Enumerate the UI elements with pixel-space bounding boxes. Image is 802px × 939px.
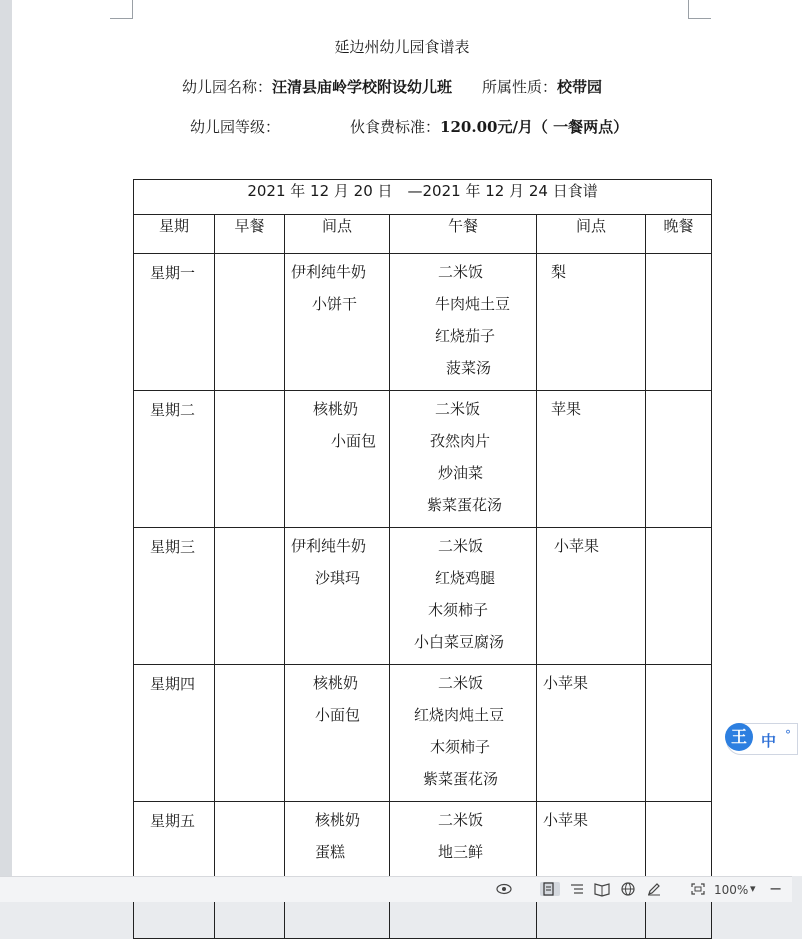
chevron-down-icon[interactable]: ▾ (750, 882, 756, 895)
weekday-cell: 星期一 (134, 254, 215, 391)
snack-morning-cell (285, 802, 390, 939)
dinner-cell (646, 802, 712, 939)
menu-item: 苹果 (551, 400, 582, 418)
dinner-cell (646, 665, 712, 802)
menu-item: 伊利纯牛奶 (291, 263, 367, 281)
fit-icon[interactable] (690, 882, 706, 896)
snack-afternoon-cell (537, 665, 646, 802)
menu-item: 二米饭 (438, 674, 484, 692)
kindergarten-name-label: 幼儿园名称： (182, 78, 273, 96)
breakfast-cell (215, 528, 285, 665)
menu-item: 二米饭 (435, 400, 481, 418)
table-row (134, 254, 712, 391)
snack-afternoon-cell (537, 802, 646, 939)
outline-icon[interactable] (569, 882, 585, 896)
menu-item: 小苹果 (543, 811, 589, 829)
header-breakfast: 早餐 (215, 215, 285, 254)
menu-item: 核桃奶 (315, 811, 361, 829)
lunch-cell (390, 802, 537, 939)
header-snack-morning: 间点 (285, 215, 390, 254)
breakfast-cell (215, 665, 285, 802)
nature-value: 校带园 (557, 78, 603, 96)
ime-toolbar[interactable] (726, 723, 798, 755)
menu-item: 地三鲜 (438, 843, 484, 861)
menu-item: 小饼干 (312, 295, 358, 313)
ime-mode-toggle[interactable]: 中 (761, 732, 777, 750)
margin-corner-top-right (688, 0, 711, 19)
menu-item: 核桃奶 (313, 400, 359, 418)
header-weekday: 星期 (134, 215, 215, 254)
menu-item: 孜然肉片 (430, 432, 491, 450)
fee-value: 120.00元/月（ 一餐两点） (440, 118, 629, 136)
snack-morning-cell (285, 665, 390, 802)
zoom-level[interactable]: 100% (714, 883, 749, 897)
menu-item: 梨 (551, 263, 567, 281)
level-fee-line (190, 116, 628, 137)
dinner-cell (646, 254, 712, 391)
kindergarten-name: 汪清县庙岭学校附设幼儿班 (272, 78, 453, 96)
menu-item: 木须柿子 (428, 601, 489, 619)
table-row (134, 665, 712, 802)
level-label: 幼儿园等级： (190, 118, 281, 136)
breakfast-cell (215, 391, 285, 528)
document-page[interactable] (12, 0, 802, 876)
menu-item: 小面包 (315, 706, 361, 724)
ime-punctuation-toggle[interactable]: ° (785, 728, 791, 742)
menu-item: 红烧茄子 (435, 327, 496, 345)
header-lunch: 午餐 (390, 215, 537, 254)
snack-afternoon-cell (537, 391, 646, 528)
weekday-cell: 星期五 (134, 802, 215, 939)
status-bar (0, 876, 792, 902)
snack-afternoon-cell (537, 528, 646, 665)
lunch-cell (390, 254, 537, 391)
table-row (134, 391, 712, 528)
menu-item: 蛋糕 (315, 843, 346, 861)
dinner-cell (646, 528, 712, 665)
ime-logo-icon[interactable]: 王 (725, 723, 753, 751)
date-range: 2021 年 12 月 20 日 —2021 年 12 月 24 日食谱 (134, 180, 712, 215)
margin-corner-top-left (110, 0, 133, 19)
lunch-cell (390, 391, 537, 528)
left-margin-bar (0, 0, 12, 876)
weekday-cell: 星期四 (134, 665, 215, 802)
snack-morning-cell (285, 254, 390, 391)
snack-morning-cell (285, 528, 390, 665)
menu-item: 红烧鸡腿 (435, 569, 496, 587)
menu-table (133, 179, 712, 939)
pen-icon[interactable] (646, 882, 662, 896)
nature-label: 所属性质： (482, 78, 558, 96)
document-title: 延边州幼儿园食谱表 (334, 38, 470, 56)
table-row (134, 528, 712, 665)
reading-icon[interactable] (594, 882, 610, 896)
zoom-out-button[interactable]: − (769, 879, 783, 898)
weekday-cell: 星期三 (134, 528, 215, 665)
menu-item: 伊利纯牛奶 (291, 537, 367, 555)
menu-item: 二米饭 (438, 537, 484, 555)
fee-label: 伙食费标准： (350, 118, 441, 136)
page-view-icon[interactable] (540, 882, 560, 896)
dinner-cell (646, 391, 712, 528)
eye-icon[interactable] (496, 882, 512, 896)
menu-item: 小面包 (331, 432, 377, 450)
menu-item: 小苹果 (554, 537, 600, 555)
menu-item: 二米饭 (438, 811, 484, 829)
snack-morning-cell (285, 391, 390, 528)
menu-item: 小苹果 (543, 674, 589, 692)
menu-item: 牛肉炖土豆 (435, 295, 511, 313)
menu-item: 炒油菜 (438, 464, 484, 482)
menu-item: 菠菜汤 (446, 359, 492, 377)
header-dinner: 晚餐 (646, 215, 712, 254)
menu-item: 木须柿子 (430, 738, 491, 756)
header-snack-afternoon: 间点 (537, 215, 646, 254)
breakfast-cell (215, 802, 285, 939)
lunch-cell (390, 665, 537, 802)
menu-item: 核桃奶 (313, 674, 359, 692)
menu-item: 红烧肉炖土豆 (414, 706, 505, 724)
kindergarten-info-line (182, 76, 602, 97)
menu-item: 沙琪玛 (315, 569, 361, 587)
snack-afternoon-cell (537, 254, 646, 391)
weekday-cell: 星期二 (134, 391, 215, 528)
menu-item: 小白菜豆腐汤 (414, 633, 505, 651)
lunch-cell (390, 528, 537, 665)
breakfast-cell (215, 254, 285, 391)
table-row (134, 802, 712, 939)
menu-item: 紫菜蛋花汤 (427, 496, 503, 514)
web-icon[interactable] (620, 882, 636, 896)
menu-item: 二米饭 (438, 263, 484, 281)
menu-item: 紫菜蛋花汤 (423, 770, 499, 788)
